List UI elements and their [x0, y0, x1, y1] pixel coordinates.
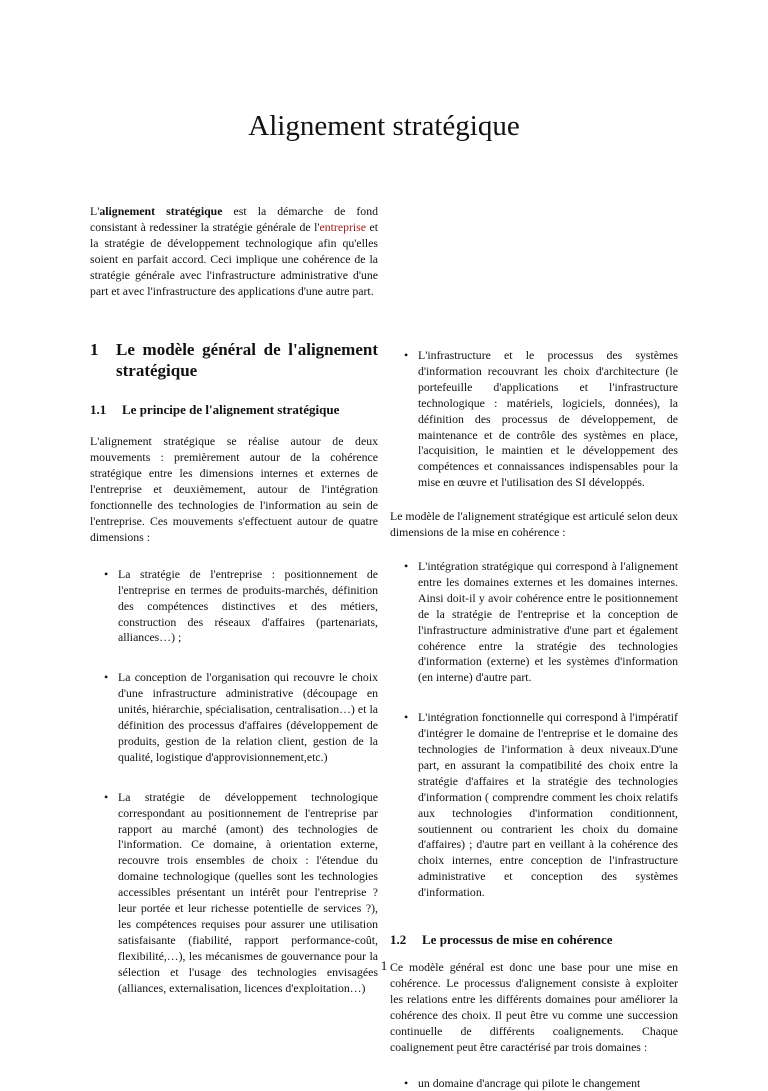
list-item: • La conception de l'organisation qui recouvre le choix d'une infrastructure administrative (découpage en unités, hiérarchie, spécialisation, centralisation…) et la définition des processus d'affaires (développement de produits, gestion de la relation client, gestion de la qualité, logistique d'approvisionnement,etc.) — [90, 670, 378, 765]
section-1-2-title: Le processus de mise en cohérence — [422, 932, 613, 948]
section-1-1-paragraph: L'alignement stratégique se réalise autour de deux mouvements : premièrement autour de la cohérence stratégique entre les dimensions internes et externes de l'entreprise et deuxièmement, autour de l'intégration fonctionnelle des technologies de l'information au sein de l'entreprise. Ces mouvements s'effectuent autour de quatre dimensions : — [90, 434, 378, 544]
intro-prefix: L' — [90, 204, 100, 218]
page-number: 1 — [380, 958, 388, 973]
entreprise-link[interactable]: entreprise — [319, 219, 367, 234]
list-item: • L'intégration stratégique qui correspond à l'alignement entre les domaines externes et les domaines internes. Ainsi doit-il y avoir cohérence entre le positionnement de la stratégie de l'entreprise et la conception de l'infrastructure administrative d'une part et également cohérence entre la stratégie des technologies d'information (externe) et les systèmes d'information (en interne) d'autre part. — [390, 559, 678, 686]
intro-text-2: et la stratégie de développement technologique afin qu'elles soient en parfait accord. Ceci implique une cohérence de la stratégie générale avec l'infrastructure administrative d'une part et avec l'infrastructure des applications d'une autre part. — [90, 219, 378, 298]
integration-list — [390, 559, 678, 901]
section-1-1-paragraph-2: Le modèle de l'alignement stratégique est articulé selon deux dimensions de la mise en cohérence : — [390, 509, 678, 540]
list-item: • L'intégration fonctionnelle qui correspond à l'impératif d'intégrer le domaine de l'entreprise et le domaine des technologies de l'information à deux niveaux.D'une part, en assurant la compatibilité des choix entre la stratégie d'affaires et la stratégie des technologies d'information ( comprendre comment les choix relatifs aux technologies d'information conditionnent, soutiennent ou contrarient les choix du domaine d'affaires) ; d'autre part en veillant à la cohérence des choix internes, entre conception de l'infrastructure administrative et conception des systèmes d'information. — [390, 710, 678, 901]
list-item: • L'infrastructure et le processus des systèmes d'information recouvrant les choix d'architecture (le portefeuille d'applications et l'infrastructure technologique : matériels, logiciels, données), la définition des processus de développement, de maintenance et de contrôle des systèmes en place, l'acquisition, le maintien et le développement des compétences et connaissances indispensables pour la mise en œuvre et l'utilisation des SI développés. — [390, 348, 678, 491]
section-1-1-title: Le principe de l'alignement stratégique — [122, 402, 340, 418]
right-column-content — [390, 348, 678, 1091]
section-1-heading — [90, 339, 378, 381]
intro-bold-term: alignement stratégique — [99, 204, 223, 218]
section-1-number: 1 — [90, 340, 99, 360]
section-1-title: Le modèle général de l'alignement stratégique — [116, 340, 378, 381]
list-item: • La stratégie de l'entreprise : positionnement de l'entreprise en termes de produits-marchés, définition des compétences distinctives et des métiers, construction des réseaux d'affaires (partenariats, alliances…) ; — [90, 567, 378, 647]
dimensions-list-continued — [390, 348, 678, 491]
intro-text-1: est la démarche de fond consistant à redessiner la stratégie générale de l' — [90, 204, 378, 234]
section-1-2-number: 1.2 — [390, 932, 407, 948]
list-item: • un domaine d'ancrage qui pilote le changement — [390, 1076, 678, 1091]
domains-list — [390, 1076, 678, 1091]
section-1-2-heading — [390, 931, 678, 948]
section-1-2-paragraph: Ce modèle général est donc une base pour une mise en cohérence. Le processus d'alignement consiste à exploiter les relations entre les différents domaines pour améliorer la cohérence des choix. Il peut être vu comme une succession continuelle de différents coalignements. Chaque coalignement peut être caractérisé par trois domaines : — [390, 960, 678, 1054]
page-title: Alignement stratégique — [248, 110, 520, 142]
left-column — [90, 204, 378, 997]
dimensions-list — [90, 567, 378, 997]
section-1-1-number: 1.1 — [90, 402, 107, 418]
list-item-text: La stratégie de développement technologique correspondant au positionnement de l'entreprise par rapport au marché (amont) des technologies de l'information. Ce domaine, à orientation externe, recouvre trois ensembles de choix : l'étendue du domaine technologique (quelles sont les technologies accessibles présentant un intérêt pour l'entreprise ? leur portée et leur richesse potentielle de services ?), les compétences requises pour assurer une utilisation satisfaisante (fiabilité, rapport performance-coût, flexibilité,…), les mécanismes de gouvernance pour la sélection et l'usage des technologies envisagées (alliances, externalisation, licences d'exploitation…) — [118, 789, 378, 995]
section-1-1-heading — [90, 401, 378, 418]
intro-paragraph — [90, 204, 378, 299]
